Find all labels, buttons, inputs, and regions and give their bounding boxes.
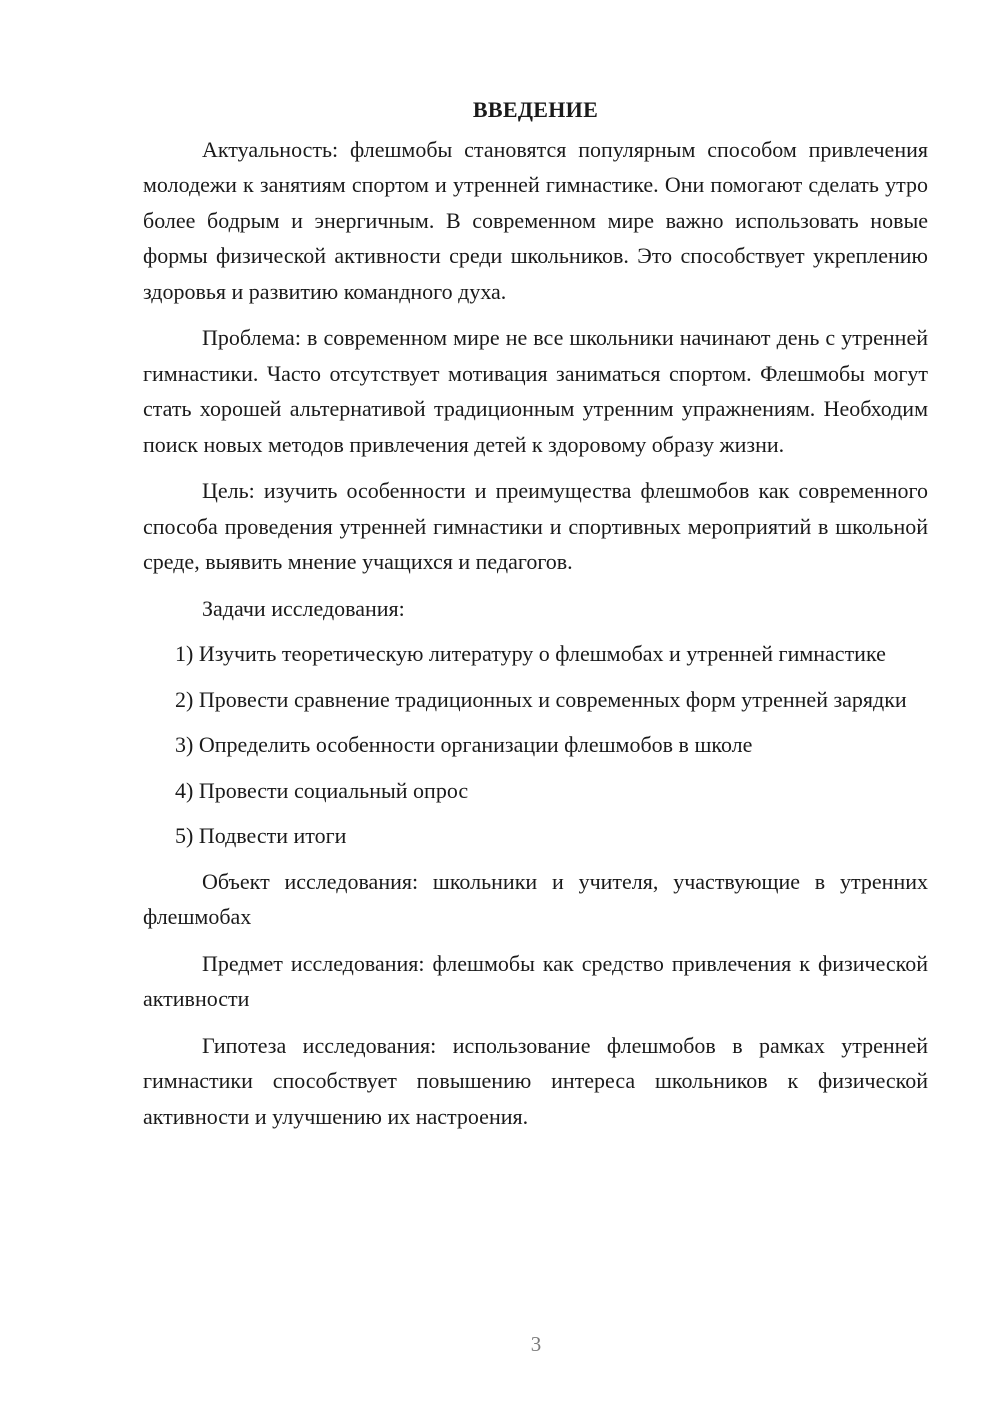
page-number: 3 xyxy=(530,1332,542,1356)
paragraph-tasks-intro: Задачи исследования: xyxy=(202,595,405,621)
document-page xyxy=(143,92,928,1145)
section-heading: ВВЕДЕНИЕ xyxy=(472,97,599,122)
paragraph-hypothesis: Гипотеза исследования: использование флешмобов в рамках утренней гимнастики способствует повышению интереса школьников к физической активности и улучшению их настроения. xyxy=(143,1032,928,1129)
task-item: 2) Провести сравнение традиционных и современных форм утренней зарядки xyxy=(175,686,907,712)
paragraph-relevance: Актуальность: флешмобы становятся популярным способом привлечения молодежи к занятиям спортом и утренней гимнастике. Они помогают сделать утро более бодрым и энергичным. В современном мире важно использовать новые формы физической активности среди школьников. Это способствует укреплению здоровья и развитию командного духа. xyxy=(143,136,928,304)
paragraph-subject: Предмет исследования: флешмобы как средство привлечения к физической активности xyxy=(143,950,928,1011)
task-item: 1) Изучить теоретическую литературу о флешмобах и утренней гимнастике xyxy=(175,641,886,666)
paragraph-goal: Цель: изучить особенности и преимущества флешмобов как современного способа проведения утренней гимнастики и спортивных мероприятий в школьной среде, выявить мнение учащихся и педагогов. xyxy=(143,478,928,574)
paragraph-problem: Проблема: в современном мире не все школьники начинают день с утренней гимнастики. Часто отсутствует мотивация заниматься спортом. Флешмобы могут стать хорошей альтернативой традиционным утренним упражнениям. Необходим поиск новых методов привлечения детей к здоровому образу жизни. xyxy=(143,325,928,457)
task-item: 3) Определить особенности организации флешмобов в школе xyxy=(175,732,753,757)
task-item: 4) Провести социальный опрос xyxy=(175,777,469,803)
paragraph-object: Объект исследования: школьники и учителя, участвующие в утренних флешмобах xyxy=(143,868,928,929)
task-item: 5) Подвести итоги xyxy=(175,823,347,848)
